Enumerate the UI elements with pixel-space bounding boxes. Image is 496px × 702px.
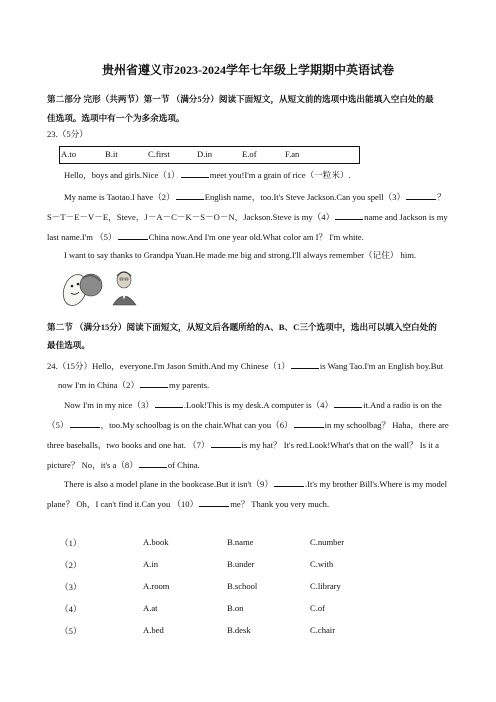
passage1-line5: I want to say thanks to Grandpa Yuan.He made me big and strong.I'll always remember（记住） him. bbox=[64, 250, 417, 260]
question-23-number: 23.（5分） bbox=[47, 129, 88, 139]
section2-heading-line1: 第二节 （满分15分）阅读下面短文，从短文后各题所给的A、B、C三个选项中，选出可以填入空白处的 bbox=[47, 322, 437, 332]
option-d: D.in bbox=[197, 149, 213, 159]
page-title: 贵州省遵义市2023-2024学年七年级上学期期中英语试卷 bbox=[102, 63, 394, 77]
blank-5[interactable] bbox=[118, 230, 148, 240]
choice-row-3-c[interactable]: C.library bbox=[310, 581, 341, 591]
blank-s2-4[interactable] bbox=[334, 398, 362, 408]
choice-row-1-c[interactable]: C.number bbox=[310, 537, 345, 547]
blank-s2-1[interactable] bbox=[291, 359, 319, 369]
choice-row-4-c[interactable]: C.of bbox=[310, 603, 326, 613]
passage1-line1: Hello，boys and girls.Nice（1） meet you!I'm a grain of rice（一粒米）. bbox=[64, 170, 351, 180]
passage2-line8: plane？ Oh，I can't find it.Can you （10） me？ Thank you very much. bbox=[47, 499, 330, 509]
choice-row-1-num: （1） bbox=[60, 538, 82, 548]
choice-row-5-c[interactable]: C.chair bbox=[310, 625, 336, 635]
blank-s2-3[interactable] bbox=[155, 398, 183, 408]
passage1-line3: S－T－E－V－E，Steve，J－A－C－K－S－O－N，Jackson.Steve is my（4） name and Jackson is my bbox=[47, 212, 448, 222]
choice-row-4-b[interactable]: B.on bbox=[227, 603, 244, 613]
passage2-line3: Now I'm in my nice（3） .Look!This is my desk.A computer is（4） it.And a radio is on the bbox=[64, 400, 442, 410]
passage2-line6: picture？ No，it's a（8） of China. bbox=[47, 460, 200, 470]
choice-row-1-b[interactable]: B.name bbox=[227, 537, 254, 547]
passage2-line7: There is also a model plane in the bookcase.But it isn't（9） .It's my brother Bill's.Where is my model bbox=[64, 479, 447, 489]
blank-3[interactable] bbox=[406, 190, 436, 200]
blank-s2-10[interactable] bbox=[199, 497, 229, 507]
section2-heading-line2: 最佳选项。 bbox=[47, 340, 90, 350]
part2-heading-line1: 第二部分 完形（共两节）第一节 （满分5分）阅读下面短文，从短文前的选项中选出能填入空白处的最 bbox=[47, 94, 434, 104]
blank-s2-2[interactable] bbox=[140, 378, 168, 388]
blank-s2-5[interactable] bbox=[70, 418, 100, 428]
choice-row-2-a[interactable]: A.in bbox=[143, 559, 159, 569]
choice-row-3-b[interactable]: B.school bbox=[227, 581, 258, 591]
option-b: B.it bbox=[105, 149, 118, 159]
blank-4[interactable] bbox=[335, 210, 363, 220]
blank-2[interactable] bbox=[176, 190, 204, 200]
option-c: C.first bbox=[148, 149, 170, 159]
option-a: A.to bbox=[61, 149, 77, 159]
option-e: E.of bbox=[242, 149, 257, 159]
passage2-line4: （5） ，too.My schoolbag is on the chair.What can you（6） in my schoolbag？ Haha，there are bbox=[47, 420, 449, 430]
passage1-line2: My name is Taotao.I have（2） English name，too.It's Steve Jackson.Can you spell（3） ？ bbox=[64, 192, 446, 202]
choice-row-5-a[interactable]: A.bed bbox=[143, 625, 164, 635]
choice-row-5-b[interactable]: B.desk bbox=[227, 625, 251, 635]
blank-s2-8[interactable] bbox=[139, 458, 167, 468]
choice-row-2-b[interactable]: B.under bbox=[227, 559, 255, 569]
choice-row-3-num: （3） bbox=[60, 582, 82, 592]
option-f: F.an bbox=[285, 149, 300, 159]
blank-s2-6[interactable] bbox=[294, 418, 324, 428]
choice-row-1-a[interactable]: A.book bbox=[143, 537, 169, 547]
passage1-line4: last name.I'm （5） China now.And I'm one year old.What color am I？ I'm white. bbox=[47, 232, 364, 242]
passage2-line1: 24.（15分）Hello，everyone.I'm Jason Smith.And my Chinese（1） is Wang Tao.I'm an English boy.But bbox=[47, 361, 444, 371]
choice-row-5-num: （5） bbox=[60, 626, 82, 636]
choice-row-4-num: （4） bbox=[60, 604, 82, 614]
choice-row-4-a[interactable]: A.at bbox=[143, 603, 158, 613]
blank-1[interactable] bbox=[181, 168, 209, 178]
options-box bbox=[59, 146, 360, 164]
rice-and-portrait-image bbox=[58, 265, 148, 310]
blank-s2-7[interactable] bbox=[211, 438, 241, 448]
choice-row-2-num: （2） bbox=[60, 560, 82, 570]
passage2-line5: three baseballs，two books and one hat. （7） is my hat？ It's red.Look!What's that on the wall？ Is it a bbox=[47, 440, 439, 450]
choice-row-3-a[interactable]: A.room bbox=[143, 581, 170, 591]
illustration bbox=[58, 265, 148, 310]
part2-heading-line2: 佳选项。选项中有一个为多余选项。 bbox=[47, 113, 185, 123]
choice-row-2-c[interactable]: C.with bbox=[310, 559, 334, 569]
blank-s2-9[interactable] bbox=[274, 477, 304, 487]
passage2-line2: now I'm in China（2） my parents. bbox=[58, 380, 210, 390]
